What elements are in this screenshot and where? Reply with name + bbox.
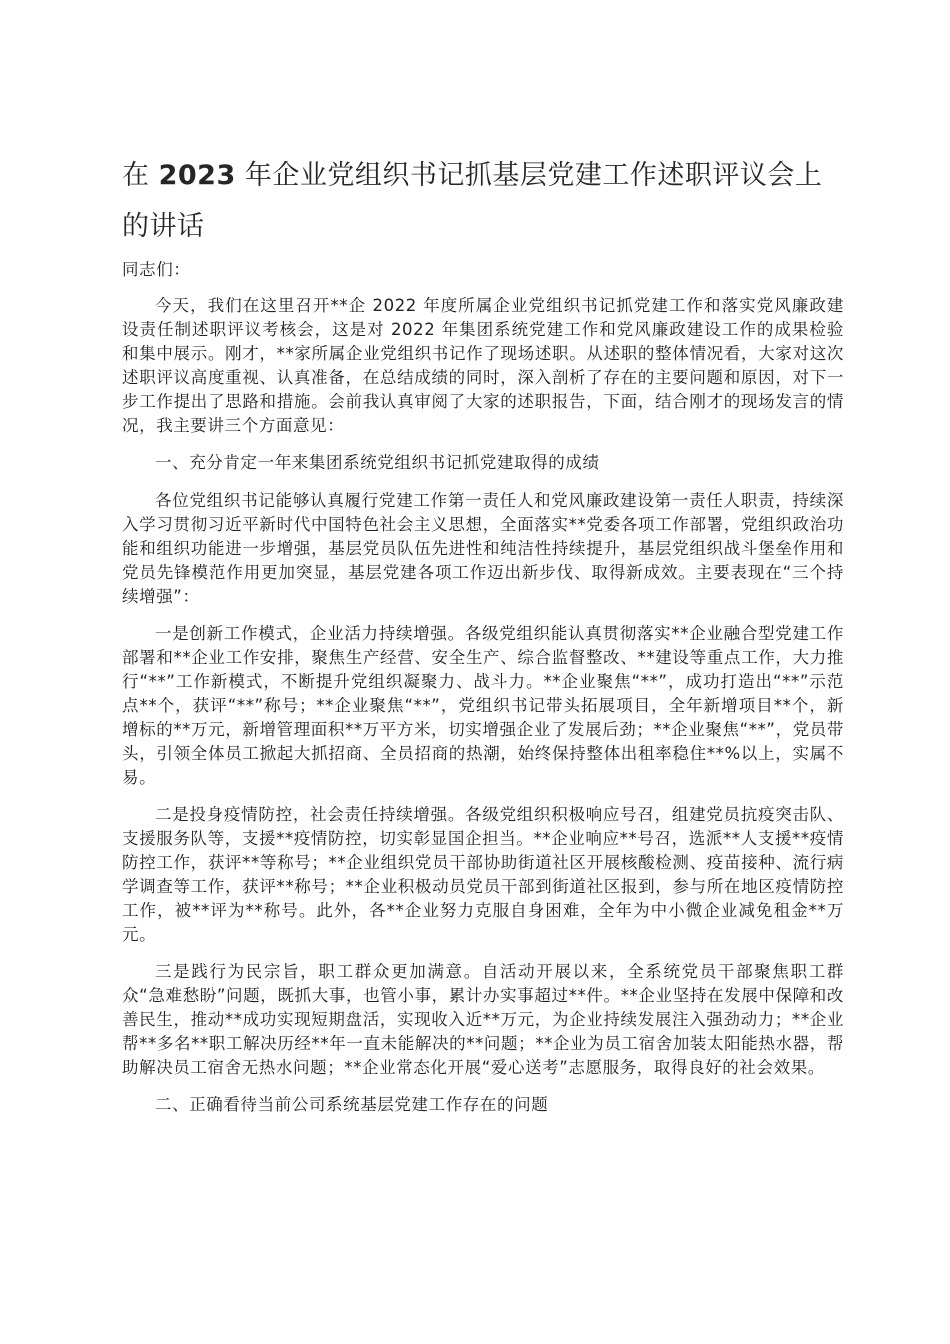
- section-heading-2: 二、正确看待当前公司系统基层党建工作存在的问题: [155, 1095, 549, 1114]
- paragraph-achievements: 各位党组织书记能够认真履行党建工作第一责任人和党风廉政建设第一责任人职责，持续深入学习贯彻习近平新时代中国特色社会主义思想，全面落实**党委各项工作部署，党组织政治功能和组织功能进一步增强，基层党员队伍先进性和纯洁性持续提升，基层党组织战斗堡垒作用和党员先锋模范作用更加突显，基层党建各项工作迈出新步伐、取得新成效。主要表现在“三个持续增强”：: [122, 491, 844, 606]
- section-heading-1: 一、充分肯定一年来集团系统党组织书记抓党建取得的成绩: [155, 453, 600, 472]
- paragraph-intro: 今天，我们在这里召开**企 2022 年度所属企业党组织书记抓党建工作和落实党风廉政建设责任制述职评议考核会，这是对 2022 年集团系统党建工作和党风廉政建设工作的成果检验和集中展示。刚才，**家所属企业党组织书记作了现场述职。从述职的整体情况看，大家对这次述职评议高度重视、认真准备，在总结成绩的同时，深入剖析了存在的主要问题和原因，对下一步工作提出了思路和措施。会前我认真审阅了大家的述职报告，下面，结合刚才的现场发言的情况，我主要讲三个方面意见：: [122, 296, 844, 435]
- document-title: [122, 150, 844, 252]
- paragraph-point-1: 一是创新工作模式，企业活力持续增强。各级党组织能认真贯彻落实**企业融合型党建工作部署和**企业工作安排，聚焦生产经营、安全生产、综合监督整改、**建设等重点工作，大力推行“**”工作新模式，不断提升党组织凝聚力、战斗力。**企业聚焦“**”，成功打造出“**”示范点**个，获评“**”称号；**企业聚焦“**”，党组织书记带头拓展项目，全年新增项目**个，新增标的**万元，新增管理面积**万平方米，切实增强企业了发展后劲；**企业聚焦“**”，党员带头，引领全体员工掀起大抓招商、全员招商的热潮，始终保持整体出租率稳住**%以上，实属不易。: [122, 624, 844, 787]
- paragraph-point-3: 三是践行为民宗旨，职工群众更加满意。自活动开展以来，全系统党员干部聚焦职工群众“急难愁盼”问题，既抓大事，也管小事，累计办实事超过**件。**企业坚持在发展中保障和改善民生，推动**成功实现短期盘活，实现收入近**万元，为企业持续发展注入强劲动力；**企业帮**多名**职工解决历经**年一直未能解决的**问题；**企业为员工宿舍加装太阳能热水器，帮助解决员工宿舍无热水问题；**企业常态化开展“爱心送考”志愿服务，取得良好的社会效果。: [122, 962, 844, 1077]
- title-rest: 年企业党组织书记抓基层党建工作述职评议会上的讲话: [122, 160, 823, 242]
- greeting: 同志们：: [122, 260, 191, 279]
- document-page: [122, 150, 844, 1131]
- paragraph-point-2: 二是投身疫情防控，社会责任持续增强。各级党组织积极响应号召，组建党员抗疫突击队、支援服务队等，支援**疫情防控，切实彰显国企担当。**企业响应**号召，选派**人支援**疫情防控工作，获评**等称号；**企业组织党员干部协助街道社区开展核酸检测、疫苗接种、流行病学调查等工作，获评**称号；**企业积极动员党员干部到街道社区报到，参与所在地区疫情防控工作，被**评为**称号。此外，各**企业努力克服自身困难，全年为中小微企业减免租金**万元。: [122, 805, 844, 944]
- title-year: 2023: [158, 160, 236, 191]
- title-prefix: 在: [122, 160, 150, 191]
